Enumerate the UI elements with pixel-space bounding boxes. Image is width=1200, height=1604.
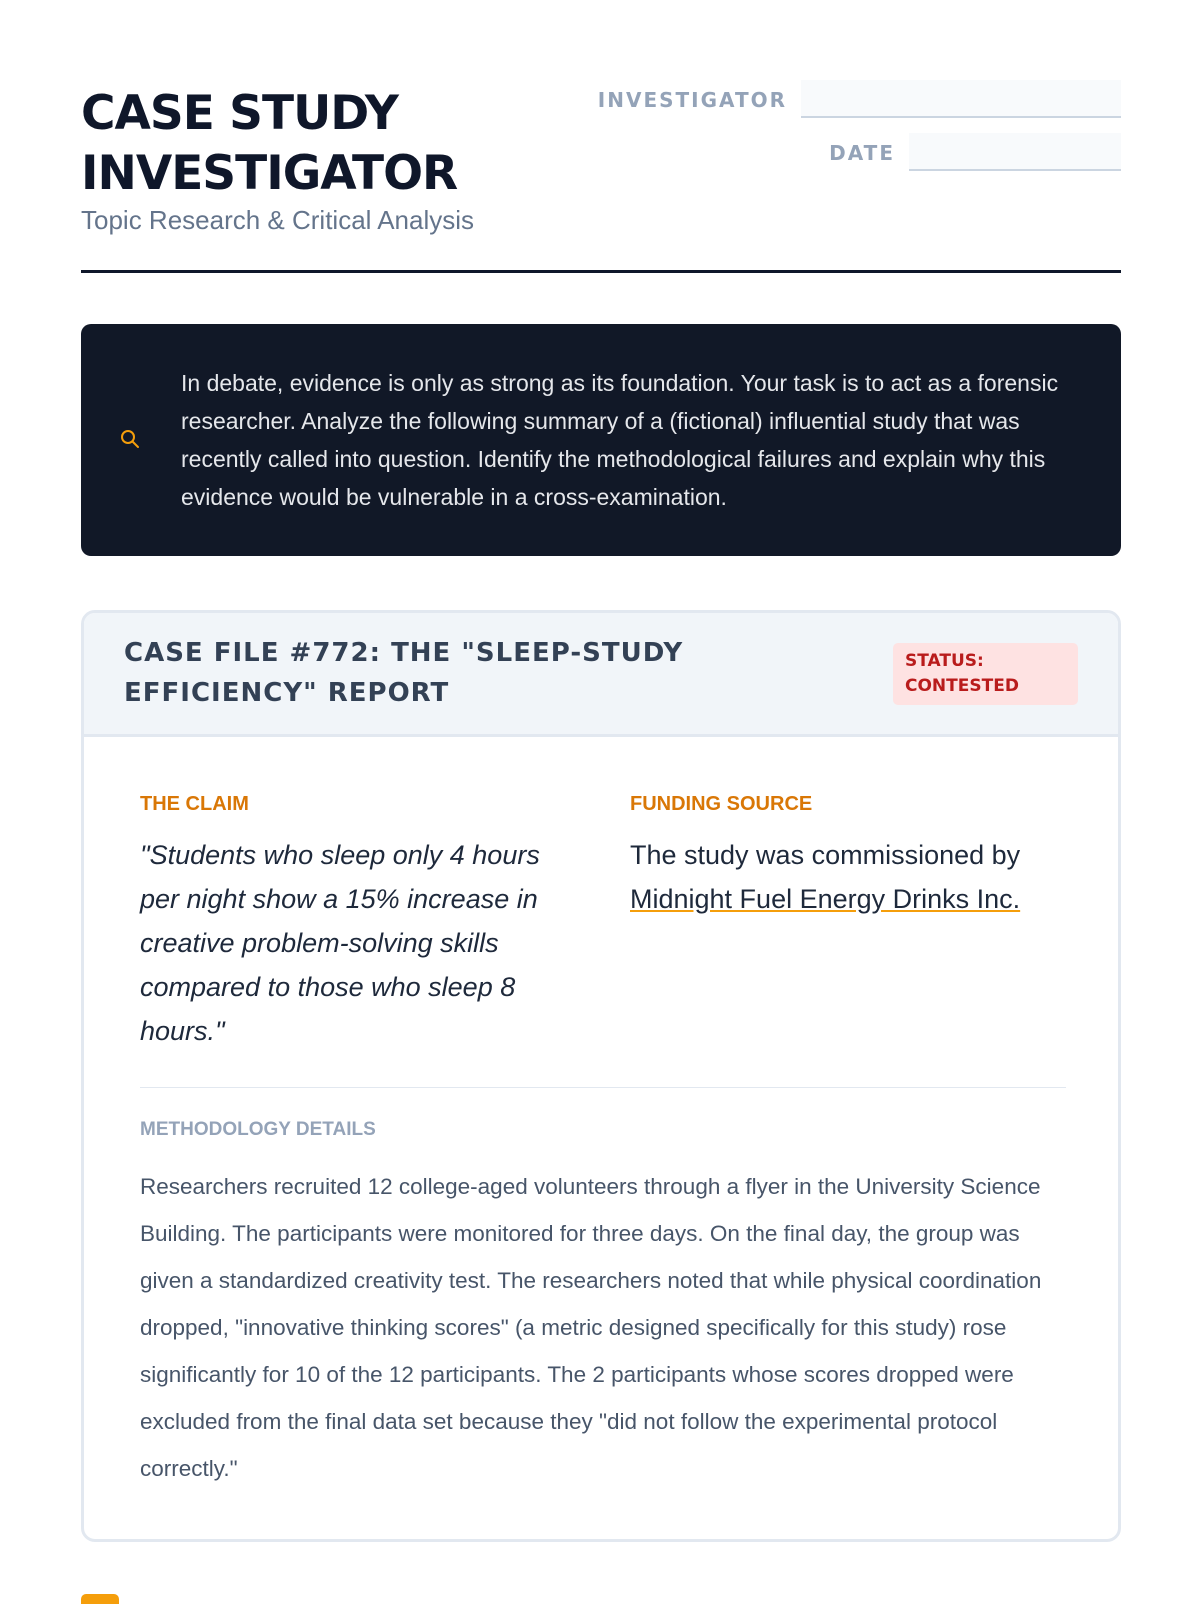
methodology-label: METHODOLOGY DETAILS bbox=[140, 1119, 376, 1140]
instructions-text: In debate, evidence is only as strong as its foundation. Your task is to act as a forensic researcher. Analyze the following summary of a (fictional) influential study that was recently called into question. Identify the methodological failures and explain why this evidence would be vulnerable in a cross-examination. bbox=[181, 370, 1059, 510]
date-field bbox=[829, 133, 1121, 171]
methodology-text: Researchers recruited 12 college-aged volunteers through a flyer in the University Science Building. The participants were monitored for three days. On the final day, the group was given a standardized creativity test. The researchers noted that while physical coordination dropped, "innovative thinking scores" (a metric designed specifically for this study) rose significantly for 10 of the 12 participants. The 2 participants whose scores dropped were excluded from the final data set because they "did not follow the experimental protocol correctly." bbox=[140, 1174, 1042, 1481]
worksheet-header bbox=[81, 80, 1121, 273]
funding-sponsor: Midnight Fuel Energy Drinks Inc. bbox=[630, 884, 1021, 914]
section-divider bbox=[140, 1087, 1066, 1088]
funding-label: FUNDING SOURCE bbox=[630, 793, 813, 815]
worksheet-page bbox=[81, 0, 1121, 1600]
funding-prefix: The study was commissioned by bbox=[630, 840, 1021, 870]
case-file-title: CASE FILE #772: THE "SLEEP-STUDY EFFICIENCY" REPORT bbox=[124, 638, 684, 708]
date-input[interactable] bbox=[909, 133, 1121, 171]
case-file-card bbox=[81, 610, 1121, 1542]
page-subtitle: Topic Research & Critical Analysis bbox=[81, 205, 475, 235]
instructions-box bbox=[81, 324, 1121, 556]
case-file-header bbox=[84, 613, 1118, 737]
date-label: DATE bbox=[829, 141, 895, 165]
claim-text: "Students who sleep only 4 hours per night show a 15% increase in creative problem-solving skills compared to those who sleep 8 hours." bbox=[140, 840, 540, 1046]
claim-label: THE CLAIM bbox=[140, 793, 249, 815]
page-title: CASE STUDY INVESTIGATOR bbox=[81, 86, 458, 201]
search-icon bbox=[119, 428, 141, 450]
next-section-marker bbox=[81, 1594, 119, 1604]
status-badge: STATUS: CONTESTED bbox=[893, 643, 1078, 705]
investigator-field bbox=[598, 80, 1121, 118]
investigator-label: INVESTIGATOR bbox=[597, 88, 787, 112]
funding-text bbox=[630, 833, 1090, 921]
investigator-input[interactable] bbox=[801, 80, 1121, 118]
